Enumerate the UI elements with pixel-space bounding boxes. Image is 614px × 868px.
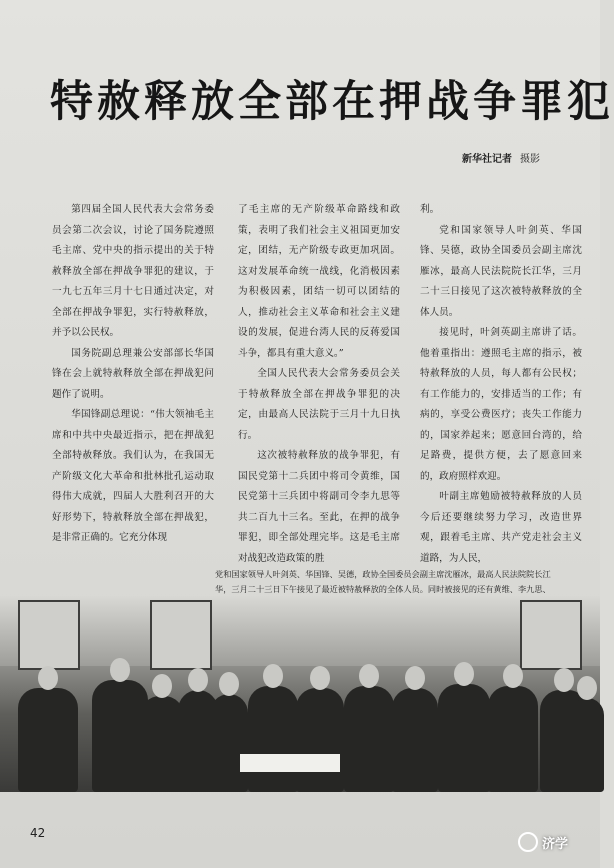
credit-agency: 新华社记者 (462, 154, 512, 165)
photo-window (18, 600, 80, 670)
photo-window (520, 600, 582, 670)
paragraph: 党和国家领导人叶剑英、华国锋、吴德，政协全国委员会副主席沈雁冰，最高人民法院院长江华，三月二十三日接见了这次被特赦释放的全体人员。 (420, 224, 582, 318)
photo-person-head (219, 672, 239, 696)
photo-person (344, 686, 394, 792)
photo-person (488, 686, 538, 792)
photo-person-head (503, 664, 523, 688)
photo-person (210, 694, 248, 792)
article-column-3 (420, 200, 582, 564)
photo-person-head (454, 662, 474, 686)
photo-wall (0, 596, 600, 666)
paragraph: 这次被特赦释放的战争罪犯，有国民党第十二兵团中将司令黄维，国民党第十三兵团中将副司令李九思等共二百九十三名。至此，在押的战争罪犯，即全部处理完毕。这是毛主席对战犯改造政策的胜 (238, 450, 400, 564)
paragraph: 华国锋副总理说：“伟大领袖毛主席和中共中央最近指示，把在押战犯全部特赦释放。我们认为，在我国无产阶级文化大革命和批林批孔运动取得伟大成就，四届人大胜利召开的大好形势下，特赦释放全部在押战犯，是非常正确的。它充分体现 (52, 409, 214, 543)
paragraph: 全国人民代表大会常务委员会关于特赦释放全部在押战争罪犯的决定，由最高人民法院于三月十九日执行。 (238, 368, 400, 441)
page-number: 42 (30, 826, 46, 840)
paragraph: 利。 (420, 204, 440, 215)
paragraph: 第四届全国人民代表大会常务委员会第二次会议，讨论了国务院遵照毛主席、党中央的指示提出的关于特赦释放全部在押战争罪犯的建议，于一九七五年三月十七日通过决定，对全部在押战争罪犯，实行特赦释放，并予以公民权。 (52, 204, 214, 338)
credit-role: 摄影 (520, 154, 540, 165)
watermark (518, 832, 568, 852)
watermark-text: 济学 (542, 837, 569, 852)
photo-person-head (152, 674, 172, 698)
photo-tea-table (240, 754, 340, 772)
paragraph: 国务院副总理兼公安部部长华国锋在会上就特赦释放全部在押战犯问题作了说明。 (52, 347, 214, 400)
news-photo (0, 596, 600, 792)
article-column-2 (238, 200, 400, 564)
headline: 特赦释放全部在押战争罪犯 (50, 77, 614, 127)
photo-credit (462, 150, 540, 165)
paragraph: 叶副主席勉励被特赦释放的人员今后还要继续努力学习，改造世界观，跟着毛主席、共产党走社会主义道路，为人民， (420, 491, 582, 564)
photo-person (570, 698, 604, 792)
photo-person-head (310, 666, 330, 690)
paragraph: 接见时，叶剑英副主席讲了话。他着重指出：遵照毛主席的指示，被特赦释放的人员，每人都有公民权；有工作能力的，安排适当的工作；有病的，享受公费医疗；丧失工作能力的，国家养起来；愿意回台湾的，给足路费，提供方便，去了愿意回来的，政府照样欢迎。 (420, 327, 582, 482)
photo-person-head (359, 664, 379, 688)
photo-person-head (405, 666, 425, 690)
photo-person (438, 684, 490, 792)
article-column-1 (52, 200, 214, 550)
photo-caption: 党和国家领导人叶剑英、华国锋、吴德，政协全国委员会副主席沈雁冰，最高人民法院院长江华，三月二十三日下午接见了最近被特赦释放的全体人员。同时被接见的还有黄维、李九思、 (215, 569, 551, 594)
photo-person-head (577, 676, 597, 700)
paragraph: 了毛主席的无产阶级革命路线和政策，表明了我们社会主义祖国更加安定，团结，无产阶级专政更加巩固。这对发展革命统一战线，化消极因素为积极因素，团结一切可以团结的人，推动社会主义革命和社会主义建设的发展，促进台湾人民的反蒋爱国斗争，都具有重大意义。” (238, 204, 400, 359)
photo-person-head (554, 668, 574, 692)
photo-person (18, 688, 78, 792)
photo-person-head (263, 664, 283, 688)
photo-person (392, 688, 438, 792)
wechat-logo-icon (518, 832, 538, 852)
photo-window (150, 600, 212, 670)
photo-person (296, 688, 344, 792)
photo-person (248, 686, 298, 792)
photo-person-head (188, 668, 208, 692)
photo-person-head (38, 666, 58, 690)
photo-person-head (110, 658, 130, 682)
